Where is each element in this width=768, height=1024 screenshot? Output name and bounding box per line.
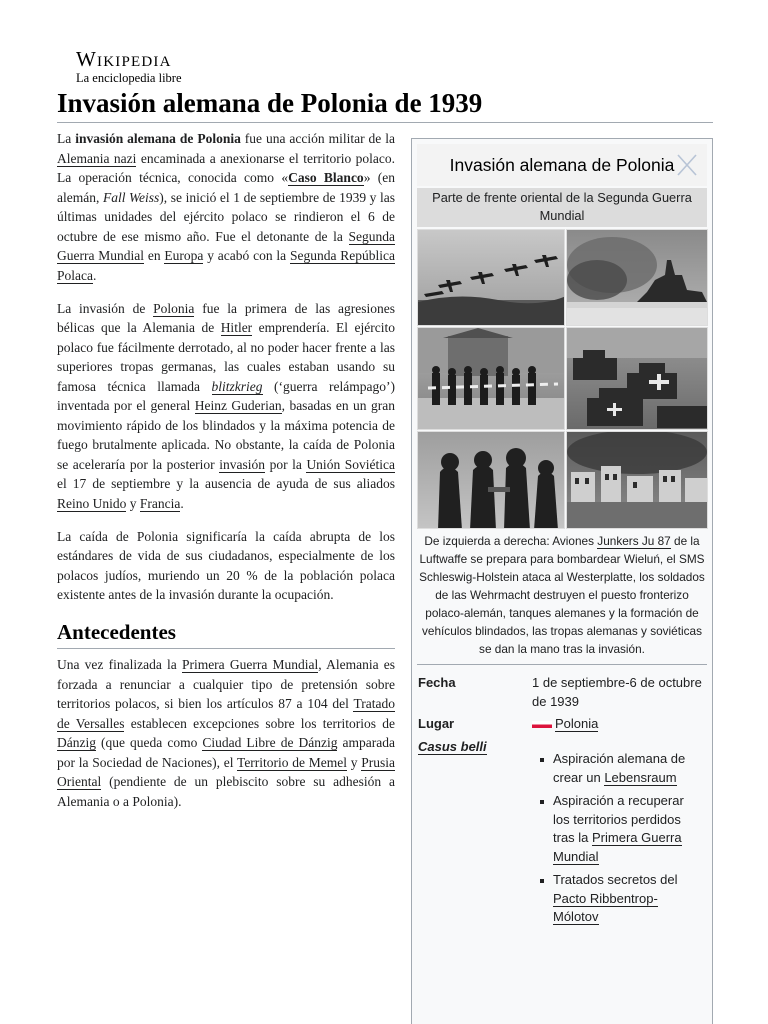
wikipedia-wordmark [76,48,182,70]
fecha-value: 1 de septiembre-6 de octubre de 1939 [532,675,702,709]
text-run: el 17 de septiembre y la ausencia de ayuda de sus aliados [57,476,395,491]
text-run: fue una acción militar de la [240,131,395,146]
inline-link[interactable]: Hitler [220,320,253,335]
text-run: Fall Weiss [102,189,160,205]
inline-link[interactable]: blitzkrieg [211,378,263,394]
infobox-subtitle: Parte de frente oriental de la Segunda Guerra Mundial [417,188,707,227]
page-title: Invasión alemana de Polonia de 1939 [57,84,713,123]
inline-link[interactable]: Segunda República Polaca [57,248,395,283]
poland-flag-icon [532,721,552,728]
photo-handshake[interactable] [417,431,565,529]
text-run: La [57,131,76,146]
paragraph-intro [57,129,395,285]
casus-belli-link[interactable]: Casus belli [418,739,487,754]
wikipedia-tagline: La enciclopedia libre [76,71,182,85]
infobox-title-text: Invasión alemana de Polonia [449,155,675,175]
text-run: de la Luftwaffe se prepara para bombardear Wieluń, el SMS Schleswig-Holstein ataca al Westerplatte, los soldados de las Wehrmacht destruyen el puesto fronterizo polaco-alemán, tanques alemanes y la formación de vehículos blindados, las tropas alemanas y soviéticas se dan la mano tras la invasión. [419,534,705,656]
article-body [57,129,395,825]
casus-belli-value [532,750,702,927]
list-item [553,792,702,866]
fecha-label: Fecha [418,675,456,690]
text-run: y [126,495,140,511]
inline-link[interactable]: Primera Guerra Mundial [181,657,319,672]
inline-link[interactable]: Junkers Ju 87 [597,534,671,548]
lugar-label: Lugar [418,716,455,731]
photo-schleswig-holstein[interactable] [566,229,708,326]
list-item [553,750,702,787]
inline-link[interactable]: Segunda Guerra Mundial [57,228,395,263]
inline-link[interactable]: Francia [139,495,181,511]
photo-border-post[interactable] [417,327,565,430]
text-run: , basadas en un gran movimiento rápido de los blindados y la máxima potencia de fuego brutalmente aplicada. No obstante, la caída de Polonia se aceleraría por la posterior [57,398,395,472]
paragraph-invasion [57,299,395,514]
inline-link[interactable]: Reino Unido [57,495,127,511]
infobox-photo-montage[interactable] [417,229,708,529]
crossed-swords-icon [675,151,699,179]
text-run: fue la primera de las agresiones bélicas que la Alemania de [57,300,395,335]
infobox-row-casus-belli [412,738,712,924]
inline-link[interactable]: Unión Soviética [306,456,395,472]
text-run: . [180,495,184,511]
text-run: invasión alemana de Polonia [75,131,241,146]
wordmark-text: Wikipedia [76,47,172,71]
inline-link[interactable]: Dánzig [57,735,96,750]
text-run: La invasión de [57,300,154,316]
inline-link[interactable]: invasión [219,456,265,472]
text-run: establecen excepciones sobre los territorios de [124,715,396,731]
infobox-title [417,144,707,186]
text-run: (pendiente de un plebiscito sobre su adhesión a Alemania o a Polonia). [57,774,395,809]
text-run: Aspiración alemana de crear un [553,751,686,785]
inline-link[interactable]: Heinz Guderian [194,398,282,413]
section-heading-antecedentes: Antecedentes [57,618,395,649]
inline-link[interactable]: Tratado de Versalles [57,696,395,731]
photo-burning-city[interactable] [566,431,708,529]
text-run: (‘guerra relámpago’) inventada por el general [57,378,395,413]
inline-link[interactable]: Polonia [153,300,195,316]
inline-link[interactable]: Ciudad Libre de Dánzig [202,735,338,750]
text-run: en [144,248,165,263]
text-run: . [93,267,97,283]
infobox-row-lugar [412,715,712,737]
text-run: Tratados secretos del [553,872,678,887]
inline-link[interactable]: Prusia Oriental [57,754,395,789]
inline-link[interactable]: Lebensraum [604,769,677,785]
inline-link[interactable]: Territorio de Memel [237,754,348,770]
text-run: Una vez finalizada la [57,657,182,672]
wikipedia-logo[interactable] [76,48,182,85]
text-run: De izquierda a derecha: Aviones [424,534,598,548]
text-run: y [347,754,362,770]
casus-belli-list [532,750,702,927]
inline-link[interactable]: Primera Guerra Mundial [553,830,682,864]
infobox-divider [417,664,707,665]
paragraph-consequences [57,527,395,605]
text-run: y acabó con la [203,248,290,263]
inline-link[interactable]: Caso Blanco [288,170,364,185]
text-run: encaminada a anexionarse el territorio polaco. La operación técnica, conocida como « [57,150,395,185]
list-item [553,871,702,927]
inline-link[interactable]: Europa [164,248,204,263]
lugar-value [532,715,702,734]
infobox-image-caption [418,532,706,658]
text-run: ), se inició el 1 de septiembre de 1939 y las últimas unidades del ejército polaco se rindieron el 6 de octubre de ese mismo año. Fue el detonante de la [57,189,395,244]
photo-junkers-ju87[interactable] [417,229,565,326]
photo-tanks[interactable] [566,327,708,430]
casus-belli-label [418,738,487,757]
text-run: » (en alemán, [57,170,395,205]
paragraph-antecedentes [57,655,395,811]
lugar-link[interactable]: Polonia [555,716,599,731]
inline-link[interactable]: Alemania nazi [57,150,137,166]
text-run: Aspiración a recuperar los territorios perdidos tras la [553,793,684,845]
text-run: amparada por la Sociedad de Naciones), el [57,735,395,770]
text-run: por la [265,456,307,472]
infobox-row-fecha [412,674,712,712]
infobox [411,138,713,1024]
text-run: emprendería. El ejército polaco fue fácilmente derrotado, al no poder hacer frente a las superiores tropas germanas, las cuales estaban usando su famosa técnica llamada [57,320,395,394]
inline-link[interactable]: Pacto Ribbentrop-Mólotov [553,890,658,924]
text-run: La caída de Polonia significaría la caída abrupta de los estándares de vida de sus ciudadanos, especialmente de los polacos judíos, muriendo un 20 % de la población polaca existente antes de la invasión durante la ocupación. [57,528,395,602]
text-run: , Alemania es forzada a renunciar a cualquier tipo de pretensión sobre territorios polacos, si bien los artículos 87 a 104 del [57,657,395,711]
text-run: (que queda como [95,735,203,750]
